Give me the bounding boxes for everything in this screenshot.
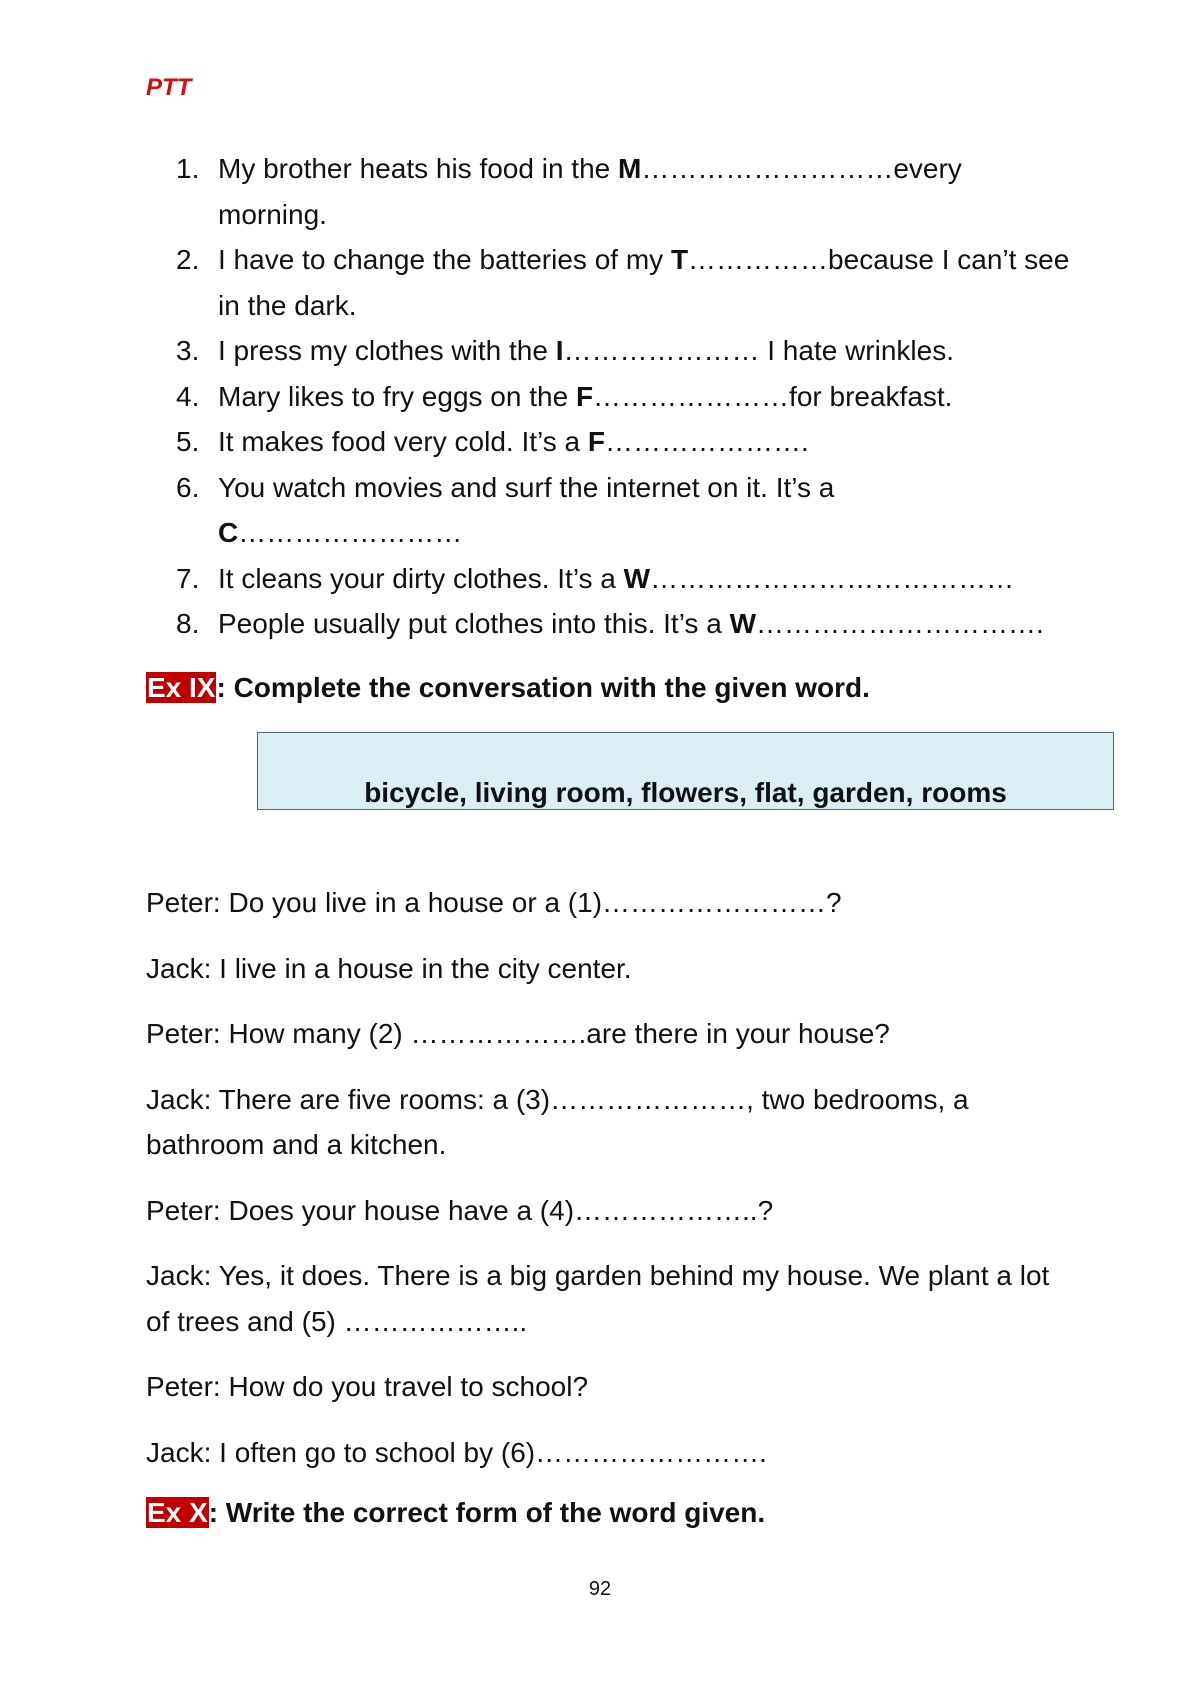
item-letter: I	[555, 335, 564, 366]
list-item	[176, 237, 1076, 328]
item-number: 5.	[176, 426, 200, 457]
item-text: You watch movies and surf the internet on it. It’s a C……………………	[218, 471, 835, 548]
item-number: 2.	[176, 244, 200, 275]
item-text: Mary likes to fry eggs on the F…………………for breakfast.	[218, 380, 953, 412]
item-number: 4.	[176, 380, 200, 412]
conversation-line: Jack: Yes, it does. There is a big garden behind my house. We plant a lot of trees and (5) ………………..	[146, 1260, 1050, 1337]
list-item	[176, 146, 1076, 237]
conversation-line: Peter: How do you travel to school?	[146, 1371, 589, 1402]
item-letter: F	[575, 380, 594, 412]
exercise-ix-label: Ex IX	[147, 672, 216, 703]
item-letter: W	[729, 608, 756, 639]
word-box: bicycle, living room, flowers, flat, garden, rooms	[257, 732, 1114, 810]
list-item	[176, 465, 1076, 556]
conversation	[146, 880, 1076, 1495]
exercise-x-instruction: : Write the correct form of the word given.	[208, 1497, 766, 1528]
conversation-line: Peter: Do you live in a house or a (1)……………………?	[146, 887, 842, 918]
item-number: 7.	[176, 562, 200, 594]
exercise-ix-heading	[146, 670, 870, 706]
item-letter: T	[670, 244, 689, 275]
exercise-ix-instruction: : Complete the conversation with the given word.	[216, 672, 870, 703]
item-letter: C	[218, 517, 239, 548]
list-item	[176, 419, 1076, 465]
exercise-viii-list	[176, 146, 1076, 647]
item-letter: F	[587, 426, 605, 457]
conversation-line: Jack: I live in a house in the city center.	[146, 952, 632, 984]
conversation-line: Jack: There are five rooms: a (3)…………………, two bedrooms, a bathroom and a kitchen.	[146, 1083, 969, 1160]
conversation-line: Jack: I often go to school by (6)…………………….	[146, 1436, 767, 1468]
item-text: It makes food very cold. It’s a F………………….	[218, 426, 809, 457]
exercise-x-label: Ex X	[147, 1497, 208, 1528]
item-letter: M	[618, 153, 642, 184]
header-label: PTT	[146, 74, 192, 101]
item-number: 8.	[176, 608, 200, 639]
conversation-line: Peter: Does your house have a (4)………………..?	[146, 1194, 774, 1226]
list-item	[176, 374, 1076, 420]
list-item	[176, 556, 1076, 602]
list-item	[176, 601, 1076, 647]
conversation-line: Peter: How many (2) ……………….are there in your house?	[146, 1018, 890, 1049]
item-number: 1.	[176, 153, 200, 184]
item-letter: W	[623, 562, 651, 594]
page-number: 92	[588, 1578, 612, 1600]
item-text: My brother heats his food in the M………………………every morning.	[218, 153, 962, 230]
item-text: I have to change the batteries of my T……………because I can’t see in the dark.	[218, 244, 1070, 321]
item-number: 3.	[176, 335, 200, 366]
list-item	[176, 328, 1076, 374]
item-number: 6.	[176, 471, 200, 503]
item-text: I press my clothes with the I………………… I hate wrinkles.	[218, 335, 954, 366]
item-text: People usually put clothes into this. It’s a W………………………….	[218, 608, 1044, 639]
exercise-x-heading	[146, 1495, 765, 1531]
item-text: It cleans your dirty clothes. It’s a W…………………………………	[218, 562, 1015, 594]
